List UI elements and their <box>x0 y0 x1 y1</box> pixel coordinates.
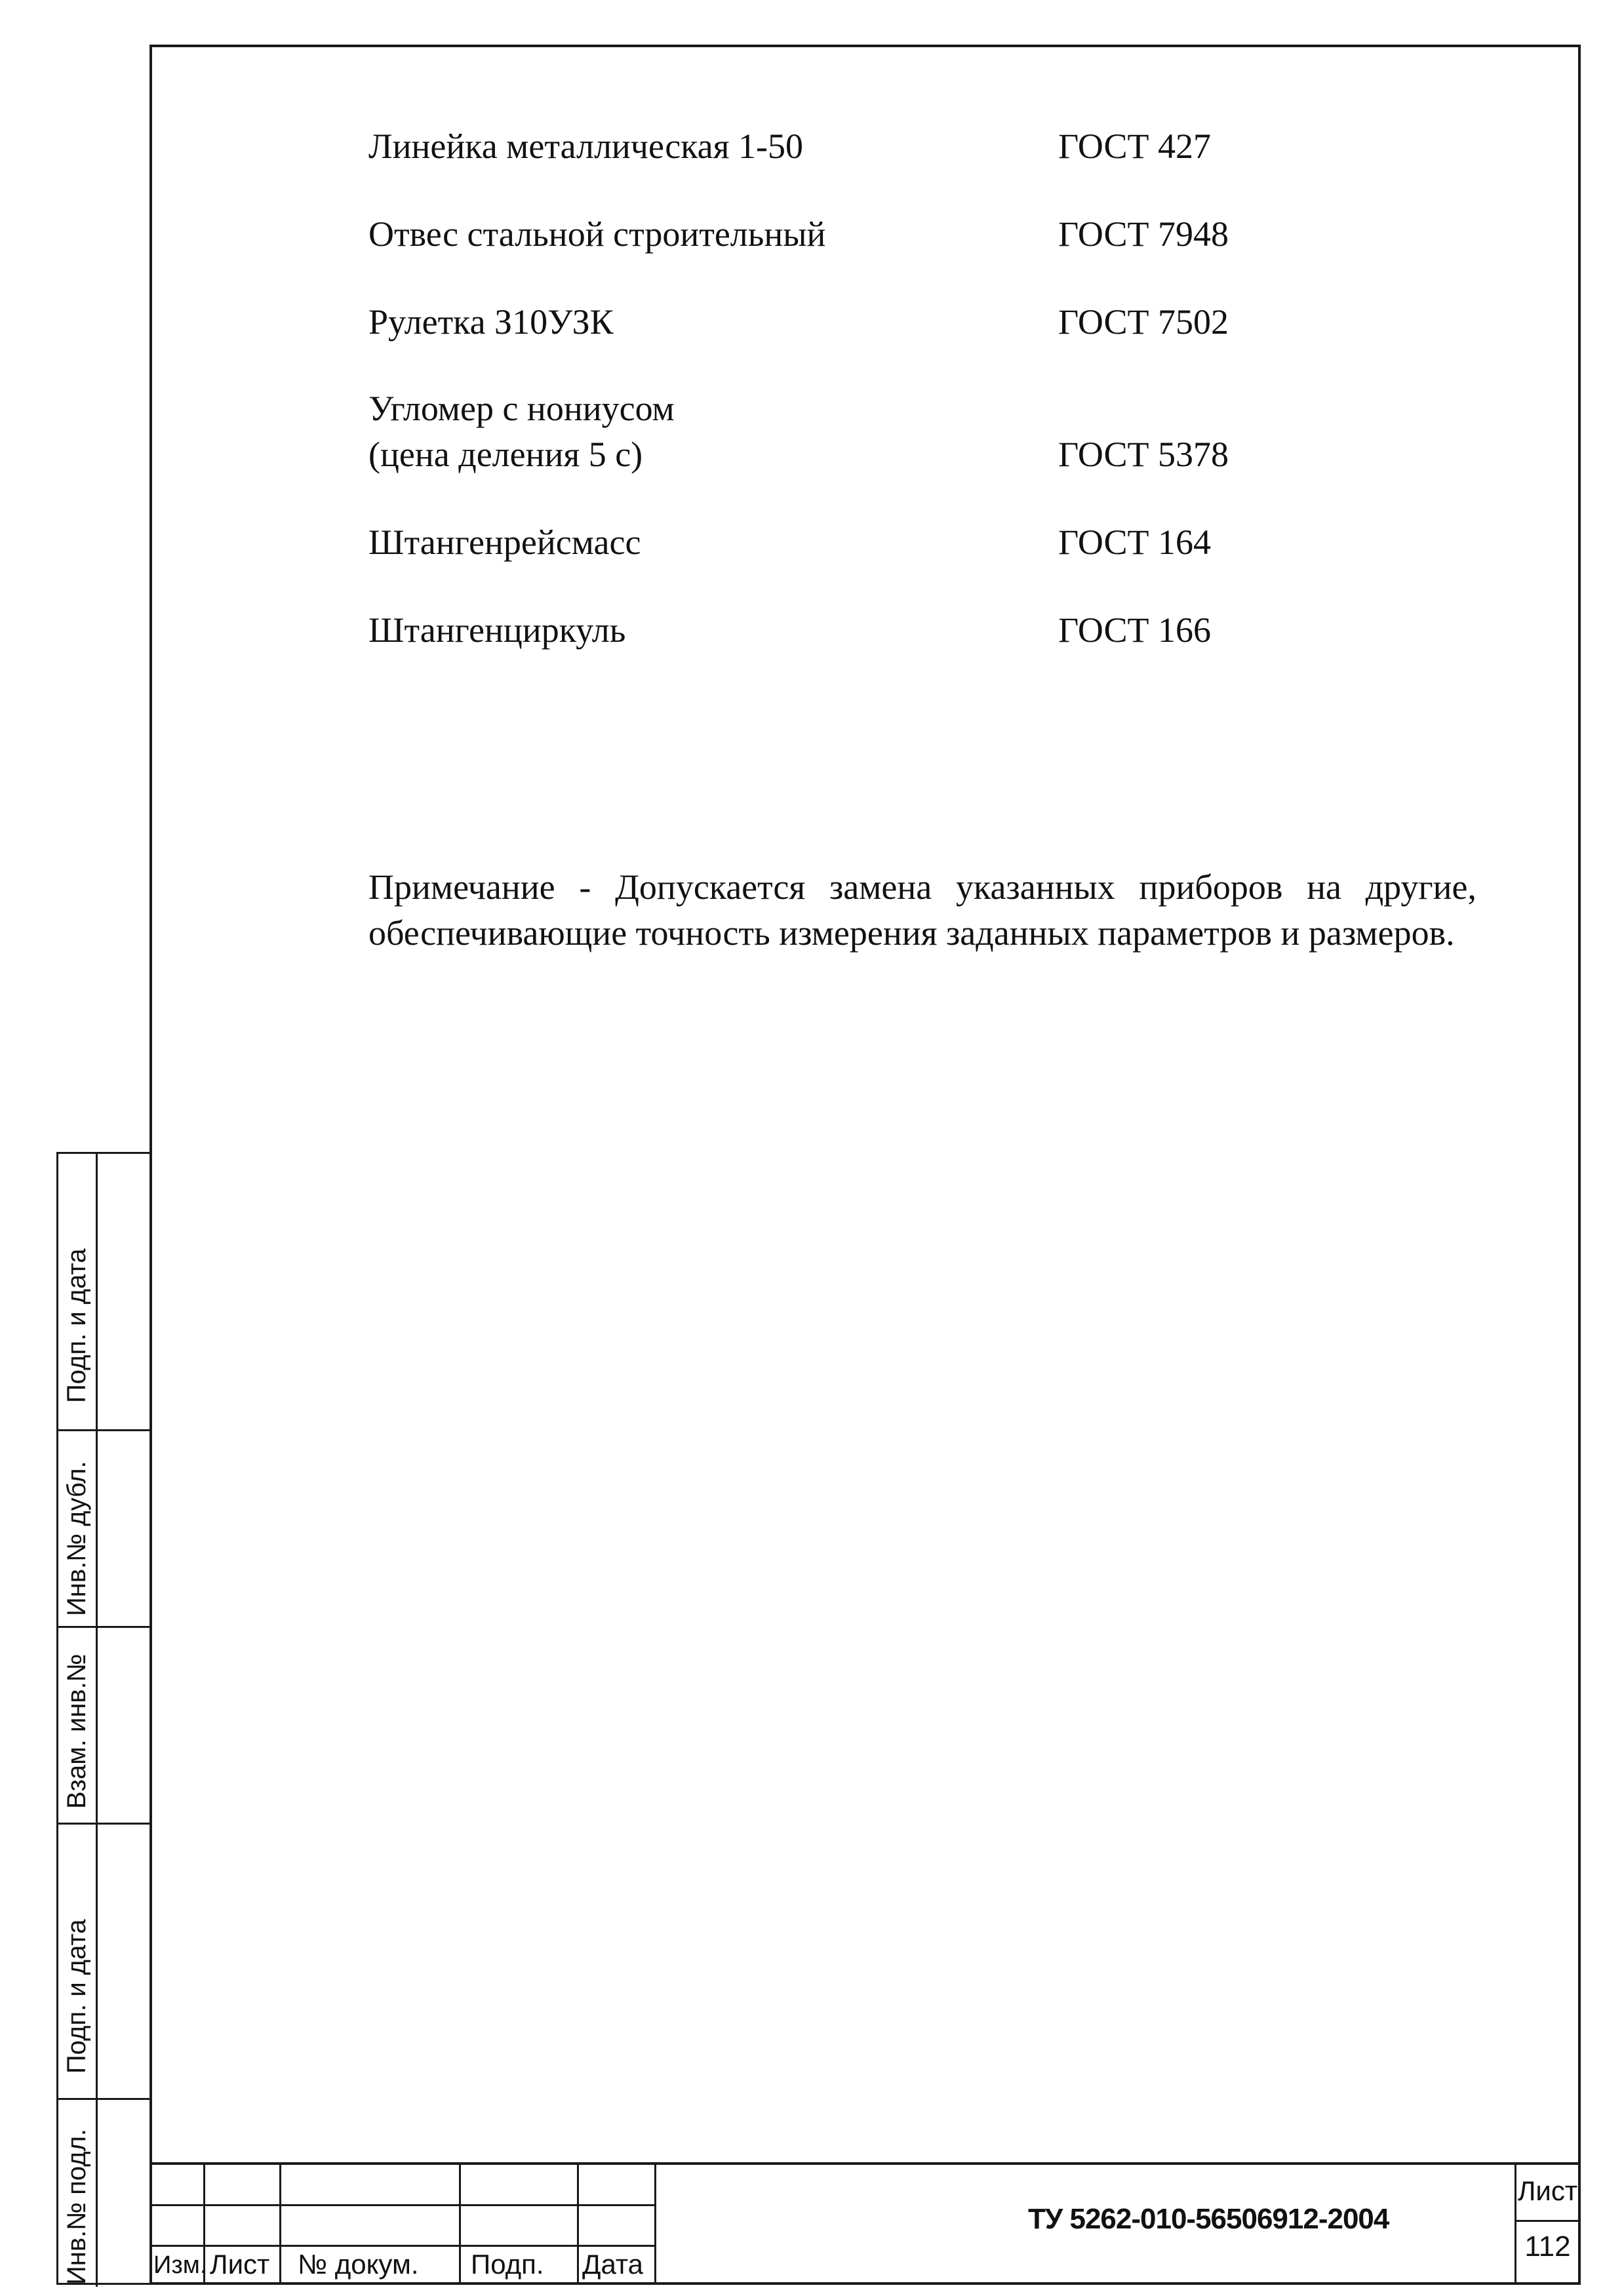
equipment-name: Угломер с нониусом <box>368 389 675 428</box>
sheet-label: Лист <box>1517 2175 1578 2206</box>
side-stamp-label: Подп. и дата <box>62 1919 91 2074</box>
side-stamp-cell <box>58 2098 151 2287</box>
document-code: ТУ 5262-010-56506912-2004 <box>1028 2203 1389 2235</box>
equipment-standard: ГОСТ 166 <box>1058 610 1212 650</box>
side-stamp-cell <box>58 1626 151 1823</box>
equipment-standard: ГОСТ 427 <box>1058 127 1212 166</box>
column-label-date: Дата <box>582 2249 644 2280</box>
side-stamp-cell <box>58 1429 151 1626</box>
side-stamp-label: Подп. и дата <box>62 1248 91 1403</box>
side-stamp-cell <box>58 1823 151 2098</box>
side-stamp-cell <box>58 1154 151 1429</box>
equipment-standard: ГОСТ 7948 <box>1058 214 1229 254</box>
title-block <box>149 2162 1581 2285</box>
side-stamp-label: Взам. инв.№ <box>62 1653 91 1809</box>
equipment-name: Штангенциркуль <box>368 610 626 650</box>
equipment-name: Рулетка З10УЗК <box>368 302 614 342</box>
side-stamp-label: Инв.№ дубл. <box>62 1461 91 1616</box>
equipment-name-continued: (цена деления 5 с) <box>368 435 643 474</box>
column-label-izm: Изм. <box>153 2251 207 2279</box>
side-stamp <box>56 1152 149 2285</box>
equipment-name: Отвес стальной строительный <box>368 214 826 254</box>
equipment-standard: ГОСТ 7502 <box>1058 302 1229 342</box>
equipment-standard: ГОСТ 164 <box>1058 523 1212 562</box>
equipment-name: Линейка металлическая 1-50 <box>368 127 803 166</box>
page-frame <box>149 45 1581 2285</box>
column-label-list: Лист <box>210 2249 270 2280</box>
column-label-doc-number: № докум. <box>298 2249 419 2280</box>
sheet-number: 112 <box>1524 2230 1571 2263</box>
note-paragraph: Примечание - Допускается замена указанных приборов на другие, обеспечивающие точность измерения заданных параметров и размеров. <box>368 867 1476 953</box>
side-stamp-label: Инв.№ подл. <box>62 2128 91 2285</box>
column-label-signature: Подп. <box>471 2249 544 2280</box>
equipment-standard: ГОСТ 5378 <box>1058 435 1229 474</box>
equipment-name: Штангенрейсмасс <box>368 523 641 562</box>
